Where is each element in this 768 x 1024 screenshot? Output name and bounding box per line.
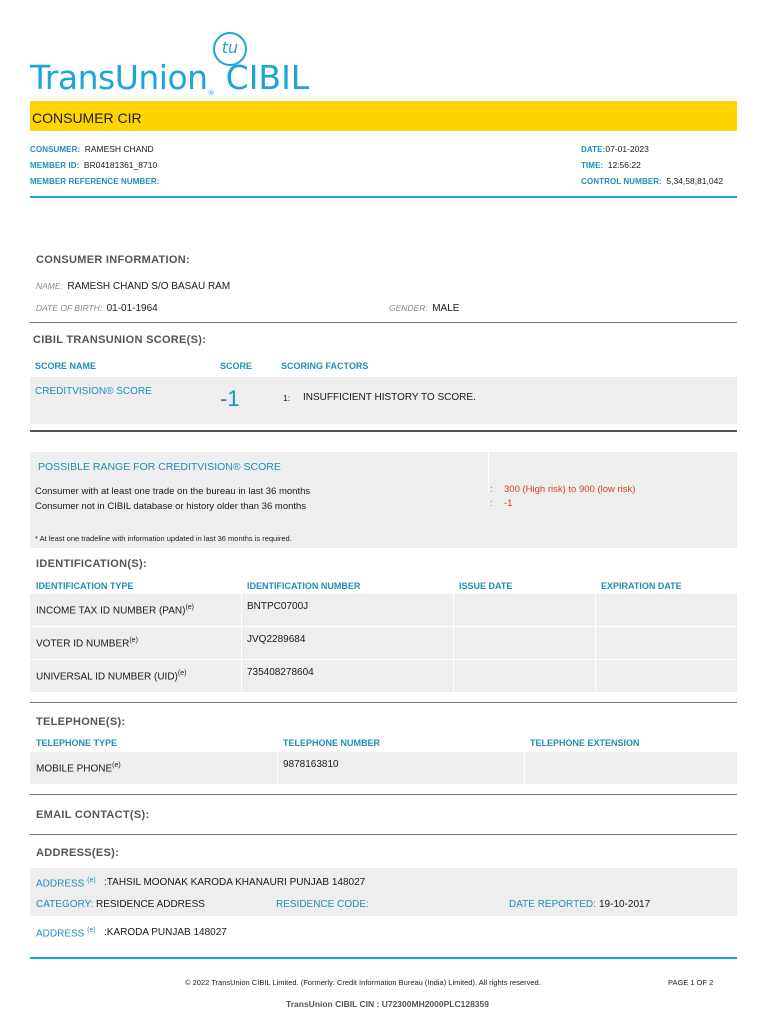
factor-number: 1: [283, 393, 291, 403]
brand-name-right: CIBIL [225, 58, 310, 97]
header-divider [30, 196, 737, 198]
factor-text: INSUFFICIENT HISTORY TO SCORE. [303, 392, 476, 403]
col-telephone-number: TELEPHONE NUMBER [283, 738, 381, 748]
report-title: CONSUMER CIR [32, 110, 142, 126]
id-type: UNIVERSAL ID NUMBER (UID)$^{(e)}$ [36, 670, 187, 683]
col-expiration-date: EXPIRATION DATE [601, 581, 682, 591]
id-number: 735408278604 [247, 667, 314, 678]
score-name: CREDITVISION® SCORE [35, 386, 152, 397]
range-vertical-divider [488, 452, 489, 492]
gender-row: GENDER: MALE [389, 303, 460, 314]
tu-mark: tu [221, 38, 239, 57]
divider [30, 834, 737, 835]
consumer-name: RAMESH CHAND [84, 144, 154, 154]
col-scoring-factors: SCORING FACTORS [281, 361, 369, 371]
date-reported-value: 19-10-2017 [599, 899, 651, 910]
header-member-ref: MEMBER REFERENCE NUMBER: [30, 177, 160, 186]
score-value: -1 [220, 386, 240, 411]
divider [30, 794, 737, 795]
consumer-info-title: CONSUMER INFORMATION: [36, 254, 190, 266]
col-telephone-extension: TELEPHONE EXTENSION [530, 738, 640, 748]
id-number: JVQ2289684 [247, 634, 306, 645]
id-number: BNTPC0700J [247, 601, 309, 612]
member-id: BR04181361_8710 [83, 160, 158, 170]
range-value-1: 300 (High risk) to 900 (low risk) [504, 484, 636, 495]
page-number: PAGE 1 OF 2 [668, 978, 714, 987]
header-date: DATE:07-01-2023 [581, 144, 649, 154]
id-type: VOTER ID NUMBER$^{(e)}$ [36, 637, 138, 650]
registered-mark: ® [207, 89, 215, 97]
id-type: INCOME TAX ID NUMBER (PAN)$^{(e)}$ [36, 604, 195, 617]
address-row [30, 868, 737, 916]
col-id-number: IDENTIFICATION NUMBER [247, 581, 361, 591]
col-score-name: SCORE NAME [35, 361, 97, 371]
address-title: ADDRESS(ES): [36, 847, 120, 859]
report-title-banner [30, 101, 737, 131]
table-row [30, 594, 737, 626]
table-row [30, 752, 737, 784]
report-time: 12:56:22 [607, 160, 641, 170]
date-reported-label: DATE REPORTED: [509, 899, 596, 910]
score-range-box: POSSIBLE RANGE FOR CREDITVISION® SCORE Consumer with at least one trade on the bureau in last 36 months Consumer not in CIBIL database or history older than 36 months : 300 (High risk) to 900 (low risk) : -1 * At least one tradeline with information updated in last 36 months is required. [30, 452, 737, 548]
address-1: :TAHSIL MOONAK KARODA KHANAURI PUNJAB 148027 [104, 877, 366, 888]
email-title: EMAIL CONTACT(S): [36, 809, 150, 821]
gender-value: MALE [432, 303, 460, 314]
header-consumer: CONSUMER: RAMESH CHAND [30, 144, 154, 154]
address-2: :KARODA PUNJAB 148027 [104, 927, 227, 938]
brand-name-left: TransUnion [30, 58, 208, 97]
footer-cin: TransUnion CIBIL CIN : U72300MH2000PLC128359 [286, 999, 489, 1009]
range-note: * At least one tradeline with information updated in last 36 months is required. [35, 534, 292, 543]
address-row-2 [30, 922, 737, 944]
telephone-title: TELEPHONE(S): [36, 716, 126, 728]
telephone-type: MOBILE PHONE$^{(e)}$ [36, 762, 121, 775]
consumer-name-row: NAME: RAMESH CHAND S/O BASAU RAM [36, 281, 231, 292]
header-time: TIME: 12:56:22 [581, 160, 641, 170]
range-title: POSSIBLE RANGE FOR CREDITVISION® SCORE [38, 461, 281, 473]
control-number: 5,34,58,81,042 [666, 176, 724, 186]
table-row [30, 627, 737, 659]
header-control: CONTROL NUMBER: 5,34,58,81,042 [581, 176, 724, 186]
brand-logo [30, 58, 370, 98]
telephone-number: 9878163810 [283, 759, 339, 770]
tu-circle-icon [213, 32, 247, 66]
divider [30, 430, 737, 432]
range-line-2: Consumer not in CIBIL database or history older than 36 months [35, 501, 307, 512]
dob-value: 01-01-1964 [106, 303, 158, 314]
footer-divider [30, 957, 737, 959]
range-line-1: Consumer with at least one trade on the bureau in last 36 months [35, 486, 311, 497]
score-row [30, 377, 737, 424]
divider [30, 322, 737, 323]
header-member-id: MEMBER ID: BR04181361_8710 [30, 160, 158, 170]
table-row [30, 660, 737, 692]
scores-title: CIBIL TRANSUNION SCORE(S): [33, 334, 207, 346]
address-label: ADDRESS $^{(e)}$ [36, 927, 96, 940]
identification-title: IDENTIFICATION(S): [36, 558, 147, 570]
consumer-full-name: RAMESH CHAND S/O BASAU RAM [67, 281, 231, 292]
residence-code-label: RESIDENCE CODE: [276, 899, 369, 910]
col-score: SCORE [220, 361, 253, 371]
category-label: CATEGORY: [36, 899, 94, 910]
category-value: RESIDENCE ADDRESS [96, 899, 205, 910]
range-value-2: -1 [504, 498, 513, 509]
col-issue-date: ISSUE DATE [459, 581, 513, 591]
col-id-type: IDENTIFICATION TYPE [36, 581, 134, 591]
address-label: ADDRESS $^{(e)}$ [36, 877, 96, 890]
dob-row: DATE OF BIRTH: 01-01-1964 [36, 303, 158, 314]
report-date: 07-01-2023 [605, 144, 649, 154]
col-telephone-type: TELEPHONE TYPE [36, 738, 118, 748]
divider [30, 702, 737, 703]
footer-copyright: © 2022 TransUnion CIBIL Limited. (Formerly: Credit Information Bureau (India) Limited). All rights reserved. [185, 978, 541, 987]
